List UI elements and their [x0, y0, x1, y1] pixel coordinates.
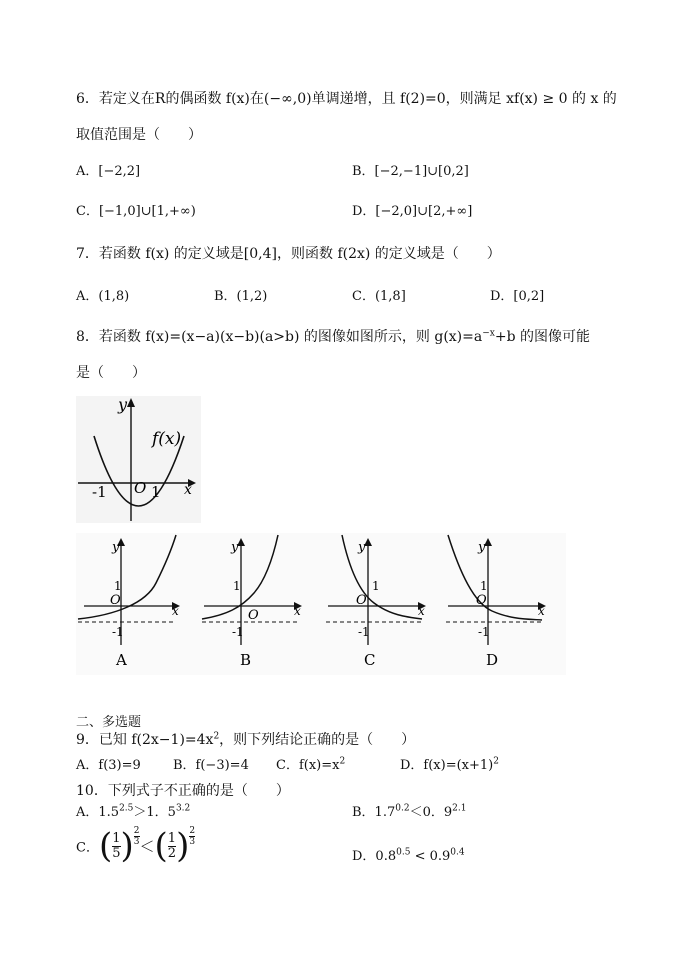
q6-option-d: D．[−2,0]∪[2,+∞]: [352, 204, 473, 219]
fig-c-y: y: [358, 540, 366, 555]
q10-c-paren-close-1: ): [120, 826, 134, 866]
q9-option-d-base: D．f(x)=(x+1): [400, 758, 494, 773]
q10-c-exp2-num: 2: [189, 826, 196, 836]
q10-c-frac1-den: 5: [112, 845, 121, 861]
fig-d-y: y: [478, 540, 486, 555]
q10-d-exp1: 0.5: [396, 847, 411, 858]
q10-b-exp2: 2.1: [452, 803, 467, 814]
q8-stem-line2: 是（ ）: [76, 365, 146, 381]
q7-option-c: C．(1,8]: [352, 289, 406, 304]
q8-option-figures: [76, 533, 566, 675]
q10-c-frac2-den: 2: [167, 845, 177, 861]
fig-b-origin: O: [248, 608, 259, 623]
q10-a-base1: A．1.5: [76, 805, 120, 820]
fig-b-one: 1: [233, 579, 241, 593]
fig-c-x: x: [418, 604, 425, 618]
fig-c-letter: C: [364, 651, 376, 669]
fig-c-one: 1: [372, 579, 380, 593]
fig-d-one: 1: [480, 579, 488, 593]
q8-main-figure: [76, 396, 201, 523]
q10-c-frac1: [112, 832, 120, 861]
q7-option-a: A．(1,8): [76, 289, 130, 304]
main-neg1-label: -1: [92, 483, 107, 501]
fig-a-letter: A: [116, 651, 127, 669]
q6-option-b: B．[−2,−1]∪[0,2]: [352, 164, 469, 179]
fig-a-origin: O: [110, 593, 121, 608]
q10-a-exp2: 3.2: [175, 803, 191, 814]
q10-c-exp1-den: 3: [133, 837, 140, 847]
main-fx-label: f(x): [152, 429, 182, 449]
q10-d-mid: < 0.9: [410, 849, 451, 864]
q10-option-b: [352, 801, 466, 820]
q10-b-base1: B．1.7: [352, 805, 396, 820]
fig-c-neg1: -1: [358, 625, 370, 639]
q10-option-a: [76, 801, 190, 820]
fig-a-y: y: [112, 540, 120, 555]
q6-stem-line2: 取值范围是（ ）: [76, 127, 202, 143]
main-y-label: y: [118, 396, 128, 414]
section-heading: 二、多选题: [76, 715, 142, 730]
q9-option-c-base: C．f(x)=x: [276, 758, 340, 773]
q9-option-b: B．f(−3)=4: [173, 758, 249, 773]
fig-b-neg1: -1: [232, 625, 244, 639]
main-x-label: x: [184, 482, 192, 498]
q9-stem-pre: 9．已知 f(2x−1)=4x: [76, 732, 214, 748]
fig-a-neg1: -1: [112, 625, 124, 639]
fig-b-letter: B: [240, 651, 252, 669]
q10-d-base1: D．0.8: [352, 849, 397, 864]
q10-a-exp1: 2.5: [119, 803, 134, 814]
q10-option-c: [76, 826, 195, 866]
fig-b-y: y: [231, 540, 239, 555]
fig-d-origin: O: [476, 593, 487, 608]
q10-c-paren-open-2: (: [154, 826, 168, 866]
q10-c-frac2-num: 1: [167, 830, 177, 846]
q10-c-paren-close-2: ): [176, 826, 190, 866]
q10-c-exp2-den: 3: [189, 837, 196, 847]
fig-d-neg1: -1: [478, 625, 490, 639]
fig-d-x: x: [538, 604, 545, 618]
q10-c-paren-open-1: (: [98, 826, 113, 866]
q9-option-d: [400, 754, 499, 773]
q7-stem: 7．若函数 f(x) 的定义域是[0,4]，则函数 f(2x) 的定义域是（ ）: [76, 246, 501, 262]
q10-a-mid: ＞1．5: [133, 805, 176, 820]
q9-option-c-exp: 2: [339, 756, 346, 767]
q7-option-b: B．(1,2): [214, 289, 268, 304]
fig-b-x: x: [294, 604, 301, 618]
q10-d-exp2: 0.4: [450, 847, 465, 858]
q9-stem-exp: 2: [213, 731, 220, 742]
q6-option-c: C．[−1,0]∪[1,+∞): [76, 204, 196, 219]
q10-c-label: C．: [76, 840, 99, 856]
q10-c-exp1-num: 2: [133, 826, 140, 836]
q7-option-d: D．[0,2]: [490, 289, 545, 304]
q10-c-exp2: [189, 826, 195, 847]
q9-option-a: A．f(3)=9: [76, 758, 141, 773]
q9-stem-post: ，则下列结论正确的是（ ）: [219, 732, 416, 748]
q10-c-frac2: [168, 832, 176, 861]
q8-stem-exponent: −x: [482, 328, 495, 339]
q10-c-frac1-num: 1: [112, 830, 121, 846]
q8-stem-text: 8．若函数 f(x)=(x−a)(x−b)(a>b) 的图像如图所示，则 g(x)=a: [76, 329, 483, 345]
q8-stem-tail: +b 的图像可能: [494, 329, 590, 345]
q9-stem: [76, 729, 415, 749]
fig-a-x: x: [172, 604, 179, 618]
fig-a-one: 1: [114, 579, 122, 593]
q9-option-d-exp: 2: [493, 756, 499, 767]
q10-b-mid: ＜0．9: [409, 805, 453, 820]
q10-b-exp1: 0.2: [395, 803, 410, 814]
q8-stem-line1: [76, 326, 590, 346]
q10-option-d: [352, 845, 465, 864]
q6-stem-line1: 6．若定义在R的偶函数 f(x)在(−∞,0)单调递增，且 f(2)=0，则满足 xf(x) ≥ 0 的 x 的: [76, 91, 617, 107]
main-origin-label: O: [134, 479, 147, 497]
main-one-label: 1: [151, 483, 161, 501]
fig-d-letter: D: [486, 651, 499, 669]
q6-option-a: A．[−2,2]: [76, 164, 141, 179]
q10-c-lt: ＜: [139, 837, 155, 856]
q9-option-c: [276, 754, 345, 773]
q10-stem: 10．下列式子不正确的是（ ）: [76, 783, 290, 799]
fig-c-origin: O: [356, 593, 367, 608]
